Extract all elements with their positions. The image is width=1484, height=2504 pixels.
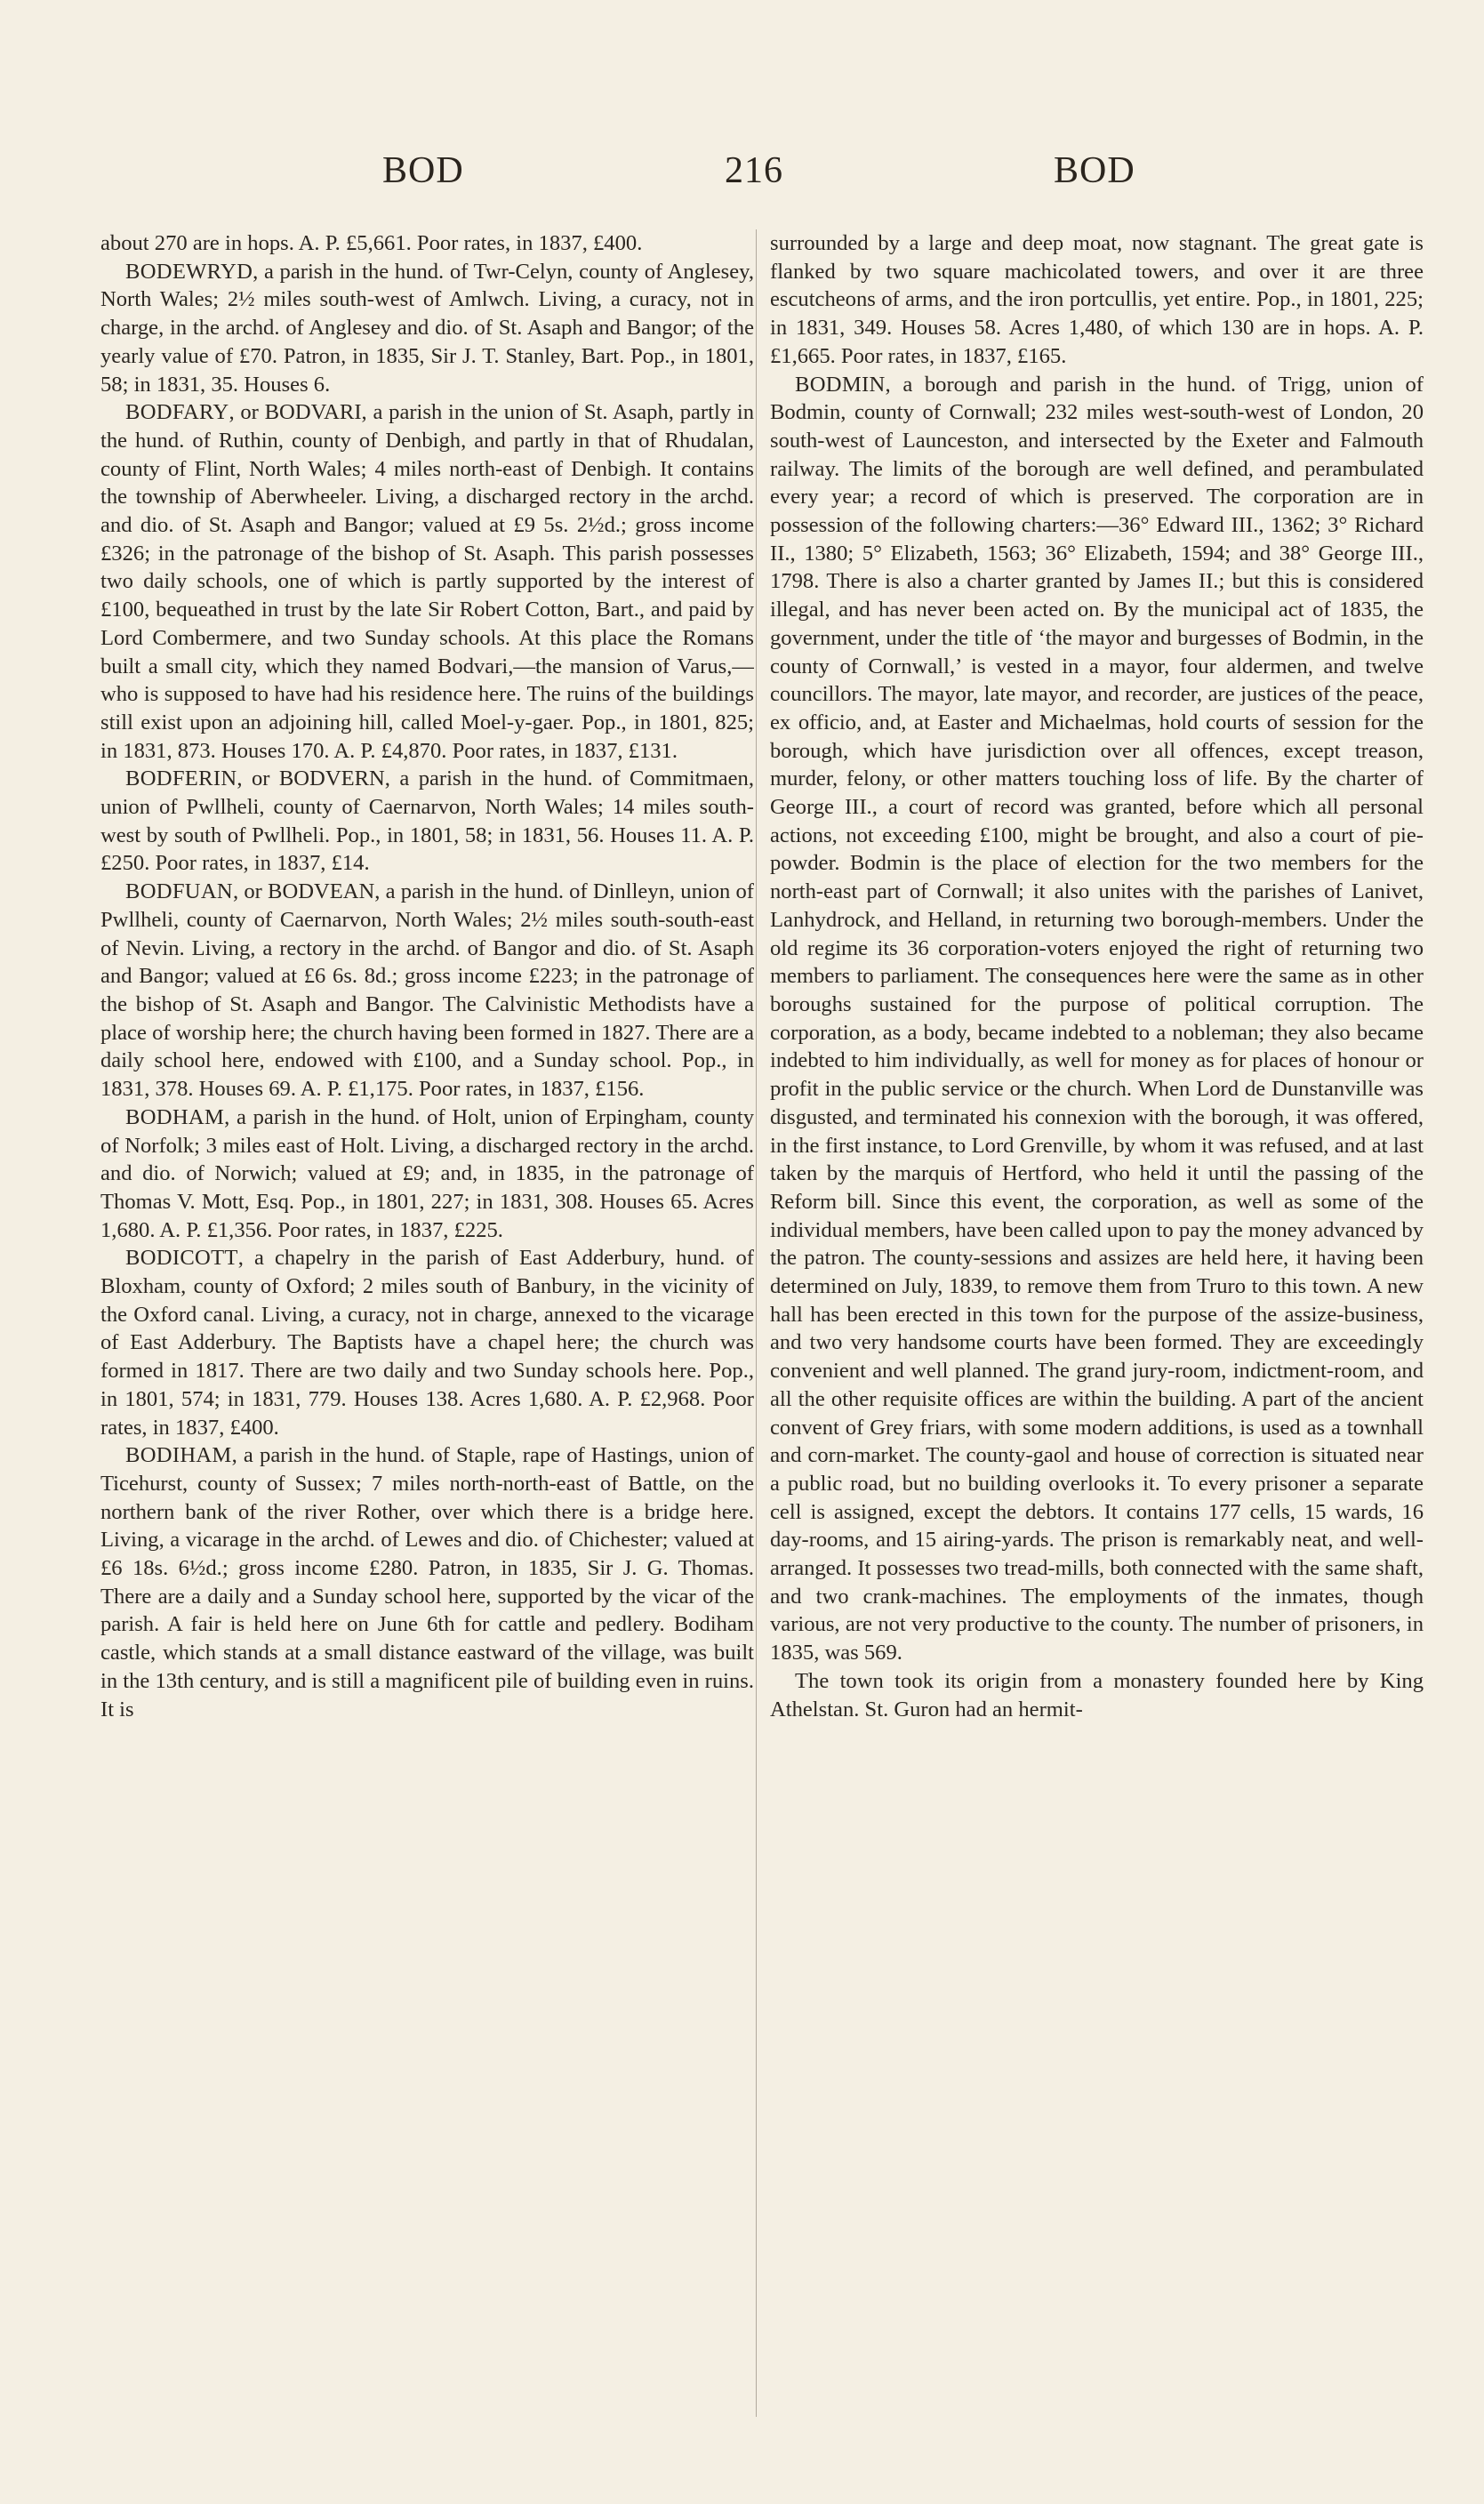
page-header	[0, 149, 1484, 203]
entry-paragraph	[100, 258, 754, 399]
entry-text: , a parish in the hund. of Twr-Celyn, county of Anglesey, North Wales; 2½ miles south-west of Amlwch. Living, a curacy, not in charge, in the archd. of Anglesey and dio. of St. Asaph and Bangor; of the yearly value of £70. Patron, in 1835, Sir J. T. Stanley, Bart. Pop., in 1801, 58; in 1831, 35. Houses 6.	[100, 259, 754, 397]
entry-paragraph	[100, 1244, 754, 1441]
entry-paragraph	[100, 1441, 754, 1723]
entry-text: , or BODVERN, a parish in the hund. of Commitmaen, union of Pwllheli, county of Caernarvon, North Wales; 14 miles south-west by south of Pwllheli. Pop., in 1801, 58; in 1831, 56. Houses 11. A. P. £250. Poor rates, in 1837, £14.	[100, 766, 754, 876]
entry-name: BODIHAM	[125, 1443, 232, 1468]
entry-paragraph	[770, 371, 1424, 1667]
header-left-word: BOD	[382, 150, 464, 191]
entry-paragraph	[100, 878, 754, 1104]
continuation-paragraph: about 270 are in hops. A. P. £5,661. Poor rates, in 1837, £400.	[100, 231, 643, 255]
page-number: 216	[725, 150, 783, 191]
entry-name: BODFERIN	[125, 766, 237, 791]
continuation-paragraph: surrounded by a large and deep moat, now stagnant. The great gate is flanked by two square machicolated towers, and over it are three escutcheons of arms, and the iron portcullis, yet entire. Pop., in 1801, 225; in 1831, 349. Houses 58. Acres 1,480, of which 130 are in hops. A. P. £1,665. Poor rates, in 1837, £165.	[770, 231, 1424, 368]
right-column	[770, 229, 1424, 2470]
entry-text: , a parish in the hund. of Staple, rape of Hastings, union of Ticehurst, county of Sussex; 7 miles north-north-east of Battle, on the northern bank of the river Rother, over which there is a bridge here. Living, a vicarage in the archd. of Lewes and dio. of Chichester; valued at £6 18s. 6½d.; gross income £280. Patron, in 1835, Sir J. G. Thomas. There are a daily and a Sunday school here, supported by the vicar of the parish. A fair is held here on June 6th for cattle and pedlery. Bodiham castle, which stands at a small distance eastward of the village, was built in the 13th century, and is still a magnificent pile of building even in ruins. It is	[100, 1443, 754, 1722]
entry-paragraph	[100, 398, 754, 765]
entry-name: BODHAM	[125, 1104, 225, 1129]
entry-paragraph	[100, 765, 754, 878]
entry-text: , or BODVEAN, a parish in the hund. of Dinlleyn, union of Pwllheli, county of Caernarvon, North Wales; 2½ miles south-south-east of Nevin. Living, a rectory in the archd. of Bangor and dio. of St. Asaph and Bangor; valued at £6 6s. 8d.; gross income £223; in the patronage of the bishop of St. Asaph and Bangor. The Calvinistic Methodists have a place of worship here; the church having been formed in 1827. There are a daily school here, endowed with £100, and a Sunday school. Pop., in 1831, 378. Houses 69. A. P. £1,175. Poor rates, in 1837, £156.	[100, 879, 754, 1102]
entry-text: , a parish in the hund. of Holt, union of Erpingham, county of Norfolk; 3 miles east of Holt. Living, a discharged rectory in the archd. and dio. of Norwich; valued at £9; and, in 1835, in the patronage of Thomas V. Mott, Esq. Pop., in 1801, 227; in 1831, 308. Houses 65. Acres 1,680. A. P. £1,356. Poor rates, in 1837, £225.	[100, 1104, 754, 1242]
entry-text: , a borough and parish in the hund. of Trigg, union of Bodmin, county of Cornwall; 232 miles west-south-west of London, 20 south-west of Launceston, and intersected by the Exeter and Falmouth railway. The limits of the borough are well defined, and perambulated every year; a record of which is preserved. The corporation are in possession of the following charters:—36° Edward III., 1362; 3° Richard II., 1380; 5° Elizabeth, 1563; 36° Elizabeth, 1594; and 38° George III., 1798. There is also a charter granted by James II.; but this is considered illegal, and has never been acted on. By the municipal act of 1835, the government, under the title of ‘the mayor and burgesses of Bodmin, in the county of Cornwall,’ is vested in a mayor, four aldermen, and twelve councillors. The mayor, late mayor, and recorder, are justices of the peace, ex officio, and, at Easter and Michaelmas, hold courts of session for the borough, which have jurisdiction over all offences, except treason, murder, felony, or other matters touching loss of life. By the charter of George III., a court of record was granted, before which all personal actions, not exceeding £100, might be brought, and also a court of pie-powder. Bodmin is the place of election for the two members for the north-east part of Cornwall; it also unites with the parishes of Lanivet, Lanhydrock, and Helland, in returning two borough-members. Under the old regime its 36 corporation-voters enjoyed the right of returning two members to parliament. The consequences here were the same as in other boroughs sustained for the purpose of political corruption. The corporation, as a body, became indebted to a nobleman; they also became indebted to him individually, as well for money as for places of honour or profit in the public service or the church. When Lord de Dunstanville was disgusted, and terminated his connexion with the borough, it was offered, in the first instance, to Lord Grenville, by whom it was refused, and at last taken by the marquis of Hertford, who held it until the passing of the Reform bill. Since this event, the corporation, as well as some of the individual members, have been called upon to pay the money advanced by the patron. The county-sessions and assizes are held here, it having been determined on July, 1839, to remove them from Truro to this town. A new hall has been erected in this town for the purpose of the assize-business, and two very handsome courts have been formed. They are exceedingly convenient and well planned. The grand jury-room, indictment-room, and all the other requisite offices are within the building. A part of the ancient convent of Grey friars, with some modern additions, is used as a townhall and corn-market. The county-gaol and house of correction is situated near a public road, but no building overlooks it. To every prisoner a separate cell is assigned, except the debtors. It contains 177 cells, 15 wards, 16 day-rooms, and 15 airing-yards. The prison is remarkably neat, and well-arranged. It possesses two tread-mills, both connected with the same shaft, and two crank-machines. The employments of the inmates, though various, are not very productive to the county. The number of prisoners, in 1835, was 569.	[770, 372, 1424, 1665]
entry-name: BODFARY	[125, 400, 229, 425]
header-right-word: BOD	[1054, 150, 1135, 191]
entry-name: BODICOTT	[125, 1246, 238, 1271]
entry-paragraph	[100, 1104, 754, 1245]
left-column	[100, 229, 754, 2470]
entry-name: BODFUAN	[125, 879, 233, 904]
final-paragraph: The town took its origin from a monastery founded here by King Athelstan. St. Guron had an hermit-	[770, 1668, 1424, 1722]
column-divider	[756, 229, 757, 2417]
entry-text: , a chapelry in the parish of East Adderbury, hund. of Bloxham, county of Oxford; 2 miles south of Banbury, in the vicinity of the Oxford canal. Living, a curacy, not in charge, annexed to the vicarage of East Adderbury. The Baptists have a chapel here; the church was formed in 1817. There are two daily and two Sunday schools here. Pop., in 1801, 574; in 1831, 779. Houses 138. Acres 1,680. A. P. £2,968. Poor rates, in 1837, £400.	[100, 1246, 754, 1440]
entry-name: BODEWRYD	[125, 259, 253, 284]
entry-text: , or BODVARI, a parish in the union of St. Asaph, partly in the hund. of Ruthin, county of Denbigh, and partly in that of Rhudalan, county of Flint, North Wales; 4 miles north-east of Denbigh. It contains the township of Aberwheeler. Living, a discharged rectory in the archd. and dio. of St. Asaph and Bangor; valued at £9 5s. 2½d.; gross income £326; in the patronage of the bishop of St. Asaph. This parish possesses two daily schools, one of which is partly supported by the interest of £100, bequeathed in trust by the late Sir Robert Cotton, Bart., and paid by Lord Combermere, and two Sunday schools. At this place the Romans built a small city, which they named Bodvari,—the mansion of Varus,—who is supposed to have had his residence here. The ruins of the buildings still exist upon an adjoining hill, called Moel-y-gaer. Pop., in 1801, 825; in 1831, 873. Houses 170. A. P. £4,870. Poor rates, in 1837, £131.	[100, 400, 754, 763]
entry-name: BODMIN	[795, 372, 886, 397]
